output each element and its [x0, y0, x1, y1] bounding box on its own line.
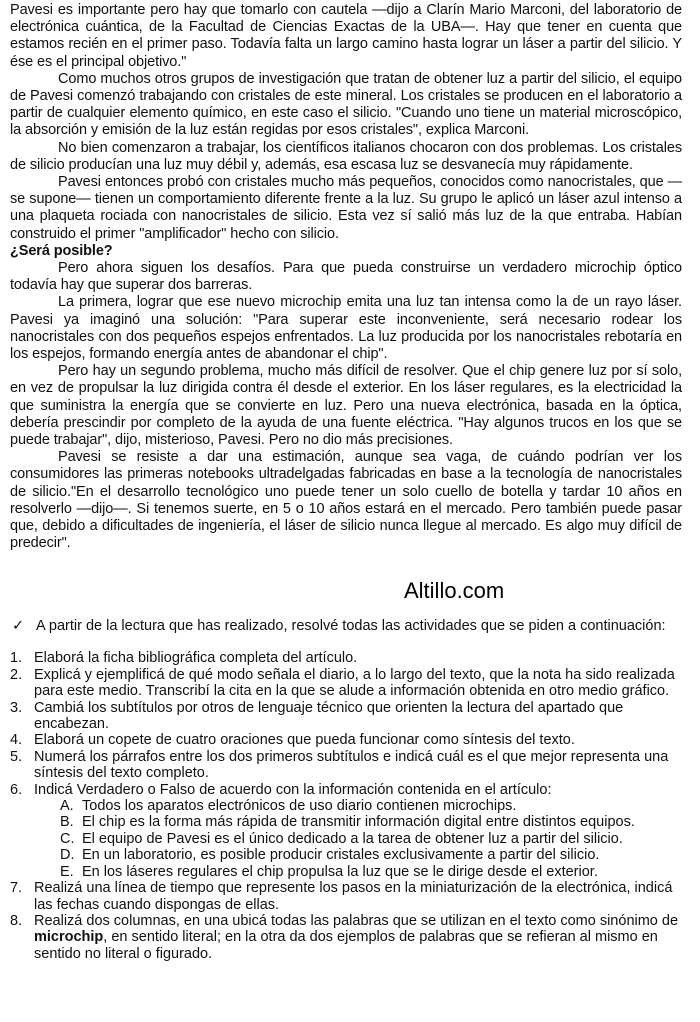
article-body [10, 2, 682, 553]
activities-intro [10, 618, 682, 634]
activity-text: Realizá una línea de tiempo que represente los pasos en la miniaturización de la electrónica, indicá las fechas cuando dispongas de ellas. [34, 880, 673, 913]
activity-number: 7. [10, 880, 23, 897]
activity-text-before: Realizá dos columnas, en una ubicá todas las palabras que se utilizan en el texto como sinónimo de [34, 912, 679, 929]
activity-number: 5. [10, 748, 23, 765]
activity-item [10, 650, 682, 666]
true-false-item [10, 847, 682, 863]
keyword-microchip: microchip [34, 929, 104, 946]
item-letter: B. [60, 814, 74, 831]
activity-item [10, 749, 682, 782]
item-letter: A. [60, 798, 74, 815]
true-false-list [10, 798, 682, 880]
activity-text: Elaborá un copete de cuatro oraciones que pueda funcionar como síntesis del texto. [34, 732, 575, 749]
activities-section [10, 618, 682, 962]
activity-item [10, 782, 682, 798]
true-false-item [10, 864, 682, 880]
item-text: En un laboratorio, es posible producir cristales exclusivamente a partir del silicio. [82, 847, 600, 864]
activity-number: 4. [10, 732, 23, 749]
activity-number: 1. [10, 650, 23, 667]
article-paragraph: La primera, lograr que ese nuevo microchip emita una luz tan intensa como la de un rayo láser. Pavesi ya imaginó una solución: "Para superar este inconveniente, será necesario rodear los nanocristales con dos pequeños espejos enfrentados. La luz producida por los nanocristales rebotaría en los espejos, formando energía antes de abandonar el chip". [10, 294, 682, 363]
article-paragraph: Como muchos otros grupos de investigación que tratan de obtener luz a partir del silicio, el equipo de Pavesi comenzó trabajando con cristales de este mineral. Los cristales se producen en el laboratorio a partir de cualquier elemento químico, en este caso el silicio. "Cuando uno tiene un material microscópico, la absorción y emisión de la luz están regidas por esos cristales", explica Marconi. [10, 70, 682, 139]
activities-list [10, 650, 682, 798]
activity-text-after: , en sentido literal; en la otra da dos ejemplos de palabras que se refieran al mismo en sentido no literal o figurado. [34, 929, 658, 962]
article-subtitle: ¿Será posible? [10, 242, 113, 259]
activity-text: Indicá Verdadero o Falso de acuerdo con la información contenida en el artículo: [34, 781, 552, 798]
activity-text: Explicá y ejemplificá de qué modo señala el diario, a lo largo del texto, que la nota ha sido realizada para este medio. Transcribí la cita en la que se alude a información obtenida en otro medio gráfico. [34, 666, 675, 700]
article-paragraph: Pero hay un segundo problema, mucho más difícil de resolver. Que el chip genere luz por sí solo, en vez de propulsar la luz dirigida contra él desde el exterior. En los láser regulares, es la electricidad la que suministra la energía que se convierte en luz. Pero una nueva electrónica, basada en la óptica, debería prescindir por completo de la ayuda de una fuente eléctrica. "Hay algunos trucos en los que se puede trabajar", dijo, misterioso, Pavesi. Pero no dio más precisiones. [10, 363, 682, 449]
activity-text: Elaborá la ficha bibliográfica completa del artículo. [34, 650, 358, 667]
activity-number: 2. [10, 666, 23, 683]
item-letter: E. [60, 863, 74, 880]
true-false-item [10, 831, 682, 847]
activity-item [10, 732, 682, 748]
true-false-item [10, 798, 682, 814]
activity-number: 3. [10, 699, 23, 716]
item-text: El equipo de Pavesi es el único dedicado a la tarea de obtener luz a partir del silicio. [82, 830, 623, 847]
item-text: En los láseres regulares el chip propulsa la luz que se le dirige desde el exterior. [82, 863, 598, 880]
activity-item [10, 700, 682, 733]
item-letter: D. [60, 847, 75, 864]
activities-intro-text: A partir de la lectura que has realizado, resolvé todas las actividades que se piden a continuación: [36, 618, 666, 634]
article-paragraph: No bien comenzaron a trabajar, los científicos italianos chocaron con dos problemas. Los cristales de silicio producían una luz muy débil y, además, esa escasa luz se desvanecía muy rápidamente. [10, 139, 682, 173]
activity-item [10, 913, 682, 962]
activity-number: 6. [10, 781, 23, 798]
true-false-item [10, 814, 682, 830]
article-paragraph: Pavesi es importante pero hay que tomarlo con cautela —dijo a Clarín Mario Marconi, del laboratorio de electrónica cuántica, de la Facultad de Ciencias Exactas de la UBA—. Hay que tener en cuenta que estamos recién en el primer paso. Todavía falta un largo camino hasta lograr un láser a partir del silicio. Y ése es el principal objetivo." [10, 2, 682, 70]
activity-number: 8. [10, 912, 23, 929]
item-text: Todos los aparatos electrónicos de uso diario contienen microchips. [82, 798, 517, 815]
activity-item [10, 880, 682, 913]
item-letter: C. [60, 830, 75, 847]
activity-text: Cambiá los subtítulos por otros de lenguaje técnico que orienten la lectura del apartado que encabezan. [34, 699, 624, 733]
article-paragraph: Pavesi se resiste a dar una estimación, aunque sea vaga, de cuándo podrían ver los consumidores las primeras notebooks ultradelgadas fabricadas en base a la tecnología de nanocristales de silicio."En el desarrollo tecnológico uno puede tener un solo cuello de botella y tardar 10 años en resolverlo —dijo—. Si tenemos suerte, en 5 o 10 años estará en el mercado. Pero también puede pasar que, debido a dificultades de ingeniería, el láser de silicio nunca llegue al mercado. Es algo muy difícil de predecir". [10, 449, 682, 552]
activity-item [10, 667, 682, 700]
activities-list-continued [10, 880, 682, 962]
article-paragraph: Pero ahora siguen los desafíos. Para que pueda construirse un verdadero microchip óptico todavía hay que superar dos barreras. [10, 260, 682, 294]
checkmark-icon: ✓ [12, 618, 25, 634]
item-text: El chip es la forma más rápida de transmitir información digital entre distintos equipos. [82, 814, 635, 831]
article-paragraph: Pavesi entonces probó con cristales mucho más pequeños, conocidos como nanocristales, que —se supone— tienen un comportamiento diferente frente a la luz. Su grupo le aplicó un láser azul intenso a una plaqueta rociada con nanocristales de silicio. Esta vez sí salió más luz de la que entraba. Habían construido el primer "amplificador" hecho con silicio. [10, 174, 682, 242]
watermark: Altillo.com [404, 578, 505, 603]
activity-text: Numerá los párrafos entre los dos primeros subtítulos e indicá cuál es el que mejor representa una síntesis del texto completo. [34, 748, 669, 782]
